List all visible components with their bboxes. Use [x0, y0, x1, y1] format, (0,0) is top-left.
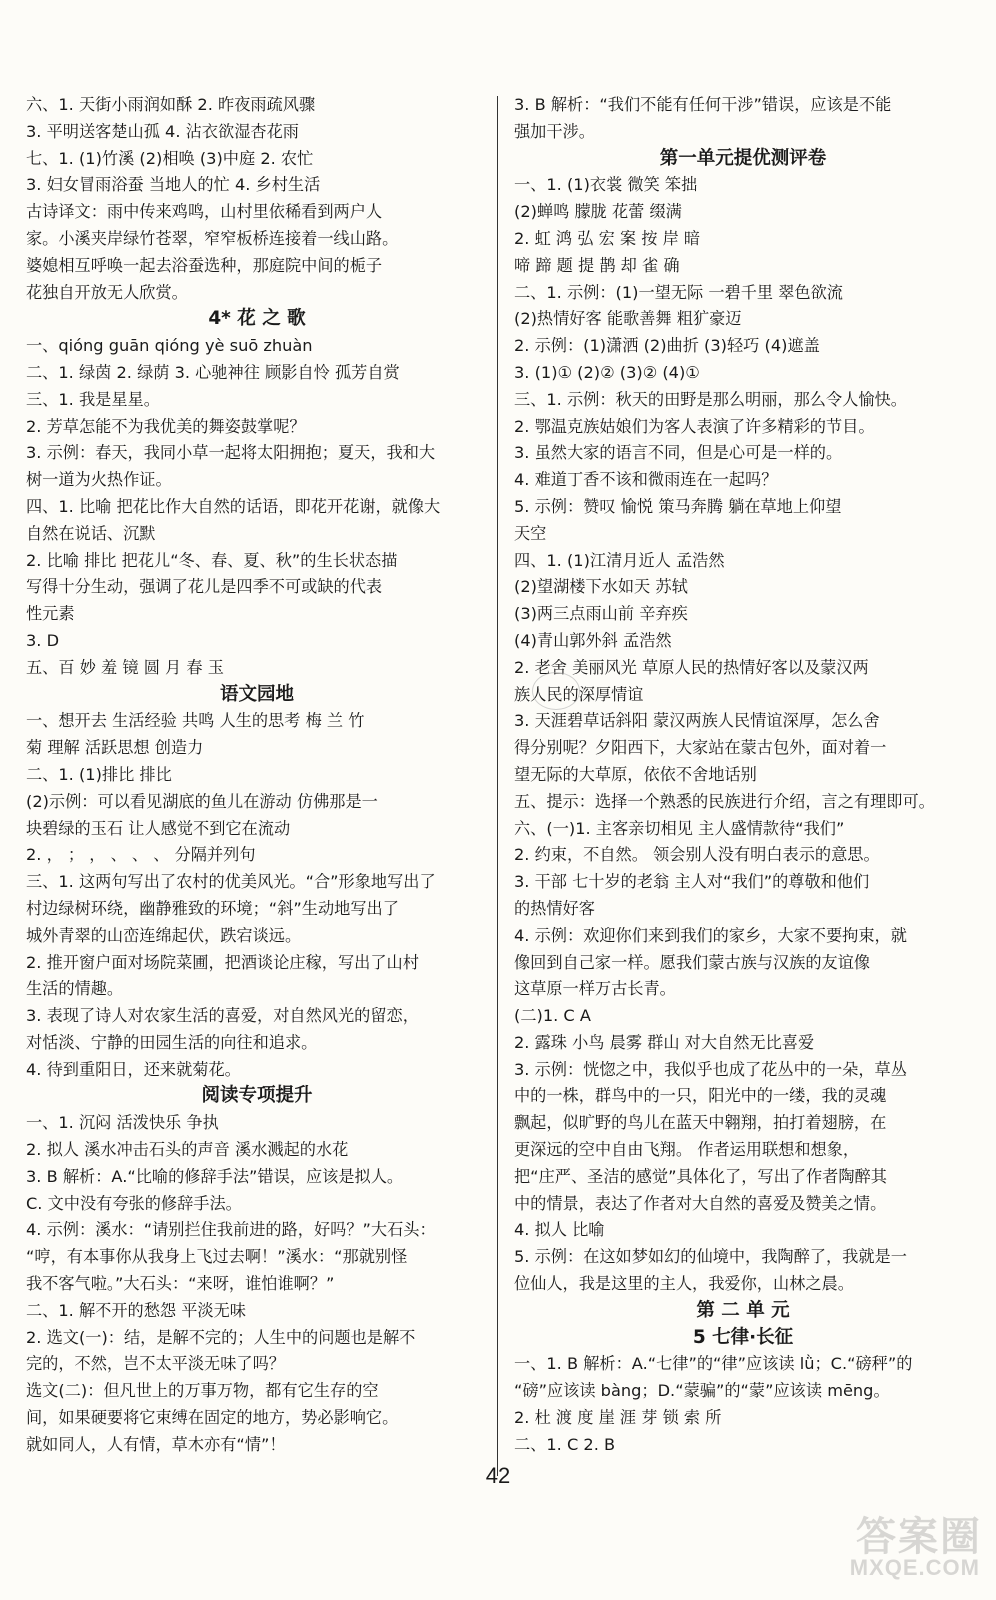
watermark-url: MXQE.COM: [849, 1555, 980, 1580]
page-number: 42: [485, 1463, 511, 1488]
answer-line: 2. 约束，不自然。 领会别人没有明白表示的意思。: [514, 845, 880, 865]
stamp-mark: [532, 672, 580, 710]
answer-line: 2. 示例：(1)潇洒 (2)曲折 (3)轻巧 (4)遮盖: [514, 336, 820, 356]
answer-line: 花独自开放无人欣赏。: [26, 282, 188, 302]
answer-line: 性元素: [26, 604, 75, 624]
answer-line: 二、1. 解不开的愁怨 平淡无味: [26, 1300, 246, 1320]
answer-line: 的热情好客: [514, 898, 595, 918]
answer-line: 强加干涉。: [514, 121, 595, 141]
answer-line: 四、1. (1)江清月近人 孟浩然: [514, 550, 725, 570]
answer-line: 啼 蹄 题 提 鹊 却 雀 确: [514, 255, 680, 275]
answer-line: 对恬淡、宁静的田园生活的向往和追求。: [26, 1032, 318, 1052]
answer-line: 5. 示例：赞叹 愉悦 策马奔腾 躺在草地上仰望: [514, 496, 842, 516]
answer-line: 一、1. (1)衣裳 微笑 笨拙: [514, 175, 698, 195]
answer-line: 块碧绿的玉石 让人感觉不到它在流动: [26, 818, 291, 838]
answer-line: 树一道为火热作证。: [26, 470, 172, 490]
section-title: 语文园地: [219, 683, 294, 705]
answer-line: 间，如果硬要将它束缚在固定的地方，势必影响它。: [26, 1408, 399, 1428]
answer-line: 中的一株，群鸟中的一只，阳光中的一缕，我的灵魂: [514, 1086, 887, 1106]
answer-line: 飘起，似旷野的鸟儿在蓝天中翱翔，拍打着翅膀，在: [514, 1113, 887, 1133]
answer-line: 这草原一样万古长青。: [514, 979, 676, 999]
left-column: [26, 92, 488, 1459]
answer-line: 3. 虽然大家的语言不同，但是心可是一样的。: [514, 443, 843, 463]
column-divider: [497, 96, 498, 1476]
answer-line: 3. 天涯碧草话斜阳 蒙汉两族人民情谊深厚，怎么舍: [514, 711, 880, 731]
answer-line: 3. 示例：春天，我同小草一起将太阳拥抱；夏天，我和大: [26, 443, 436, 463]
answer-line: 就如同人，人有情，草木亦有“情”！: [26, 1434, 286, 1454]
answer-line: 2. 推开窗户面对场院菜圃，把酒谈论庄稼，写出了山村: [26, 952, 419, 972]
answer-line: 2. 比喻 排比 把花儿“冬、春、夏、秋”的生长状态描: [26, 550, 398, 570]
answer-line: 五、提示：选择一个熟悉的民族进行介绍，言之有理即可。: [514, 791, 935, 811]
answer-line: 3. 妇女冒雨浴蚕 当地人的忙 4. 乡村生活: [26, 175, 321, 195]
answer-line: 2. 拟人 溪水冲击石头的声音 溪水溅起的水花: [26, 1140, 349, 1160]
answer-line: C. 文中没有夸张的修辞手法。: [26, 1193, 242, 1213]
watermark-logo: 答案圈: [856, 1515, 982, 1559]
answer-line: 天空: [514, 523, 547, 543]
answer-line: 一、1. B 解析：A.“七律”的“律”应该读 lǜ；C.“磅秤”的: [514, 1354, 913, 1374]
answer-line: 4. 待到重阳日，还来就菊花。: [26, 1059, 241, 1079]
answer-line: 家。小溪夹岸绿竹苍翠，窄窄板桥连接着一线山路。: [26, 228, 399, 248]
answer-line: 2. 选文(一)：结，是解不完的；人生中的问题也是解不: [26, 1327, 416, 1347]
watermark: [834, 1505, 984, 1585]
answer-line: 我不客气啦。”大石头：“来呀，谁怕谁啊？”: [26, 1274, 335, 1294]
section-title: 4* 花 之 歌: [208, 308, 306, 330]
answer-line: 城外青翠的山峦连绵起伏，跌宕谈远。: [26, 925, 302, 945]
answer-line: 3. B 解析：A.“比喻的修辞手法”错误，应该是拟人。: [26, 1166, 404, 1186]
answer-line: 3. B 解析：“我们不能有任何干涉”错误，应该是不能: [514, 95, 892, 114]
answer-line: (2)蝉鸣 朦胧 花蕾 缀满: [514, 202, 682, 222]
answer-line: 婆媳相互呼唤一起去浴蚕选种，那庭院中间的栀子: [26, 255, 383, 275]
answer-line: 望无际的大草原，依依不舍地话别: [514, 764, 757, 784]
answer-line: 菊 理解 活跃思想 创造力: [26, 738, 204, 758]
answer-line: 像回到自己家一样。愿我们蒙古族与汉族的友谊像: [514, 952, 871, 972]
answer-line: 位仙人，我是这里的主人，我爱你，山林之晨。: [514, 1274, 854, 1294]
answer-line: 3. 干部 七十岁的老翁 主人对“我们”的尊敬和他们: [514, 872, 870, 892]
answer-line: 一、qióng guān qióng yè suō zhuàn: [26, 336, 313, 356]
answer-line: 4. 示例：溪水：“请别拦住我前进的路，好吗？”大石头：: [26, 1220, 436, 1240]
answer-line: (3)两三点雨山前 辛弃疾: [514, 604, 688, 624]
answer-line: 3. D: [26, 630, 60, 650]
answer-line: 更深远的空中自由飞翔。 作者运用联想和想象，: [514, 1140, 860, 1160]
section-title: 阅读专项提升: [201, 1085, 313, 1107]
answer-line: 三、1. 这两句写出了农村的优美风光。“合”形象地写出了: [26, 872, 436, 892]
answer-line: (2)望湖楼下水如天 苏轼: [514, 577, 688, 597]
answer-line: 三、1. 我是星星。: [26, 389, 160, 409]
answer-line: 中的情景，表达了作者对大自然的喜爱及赞美之情。: [514, 1193, 887, 1213]
answer-line: 2. 虹 鸿 弘 宏 案 按 岸 暗: [514, 228, 701, 248]
answer-line: 六、(一)1. 主客亲切相见 主人盛情款待“我们”: [514, 818, 845, 838]
answer-line: 一、1. 沉闷 活泼快乐 争执: [26, 1113, 219, 1133]
answer-line: 古诗译文：雨中传来鸡鸣，山村里依稀看到两户人: [26, 202, 383, 222]
answer-line: “哼，有本事你从我身上飞过去啊！”溪水：“那就别怪: [26, 1247, 408, 1267]
answer-line: 自然在说话、沉默: [26, 523, 156, 543]
answer-line: 四、1. 比喻 把花比作大自然的话语，即花开花谢，就像大: [26, 496, 441, 516]
answer-line: 写得十分生动，强调了花儿是四季不可或缺的代表: [26, 577, 383, 597]
answer-line: (2)示例：可以看见湖底的鱼儿在游动 仿佛那是一: [26, 791, 378, 811]
answer-line: 4. 难道丁香不该和微雨连在一起吗？: [514, 470, 778, 490]
answer-line: 二、1. (1)排比 排比: [26, 764, 172, 784]
answer-line: 三、1. 示例：秋天的田野是那么明丽，那么令人愉快。: [514, 389, 907, 409]
section-title: 5 七律·长征: [692, 1326, 794, 1348]
answer-line: 2. 老舍 美丽风光 草原人民的热情好客以及蒙汉两: [514, 657, 869, 677]
answer-line: 3. (1)① (2)② (3)② (4)①: [514, 362, 700, 382]
right-column: [514, 92, 972, 1459]
answer-line: 得分别呢？夕阳西下，大家站在蒙古包外，面对着一: [514, 738, 887, 758]
answer-line: 五、百 妙 羞 镜 圆 月 春 玉: [26, 657, 224, 677]
answer-line: (2)热情好客 能歌善舞 粗犷豪迈: [514, 309, 742, 329]
answer-line: 完的，不然，岂不太平淡无味了吗？: [26, 1354, 285, 1374]
answer-line: 六、1. 天街小雨润如酥 2. 昨夜雨疏风骤: [26, 95, 316, 114]
answer-line: 七、1. (1)竹溪 (2)相唤 (3)中庭 2. 农忙: [26, 148, 314, 168]
answer-line: 2. 露珠 小鸟 晨雾 群山 对大自然无比喜爱: [514, 1032, 815, 1052]
answer-line: 2. 鄂温克族姑娘们为客人表演了许多精彩的节目。: [514, 416, 875, 436]
answer-line: 5. 示例：在这如梦如幻的仙境中，我陶醉了，我就是一: [514, 1247, 907, 1267]
answer-line: (二)1. C A: [514, 1006, 591, 1026]
answer-line: “磅”应该读 bàng；D.“蒙骗”的“蒙”应该读 mēng。: [514, 1381, 890, 1401]
answer-line: 2. 杜 渡 度 崖 涯 芽 锁 索 所: [514, 1408, 722, 1428]
answer-line: 4. 拟人 比喻: [514, 1220, 605, 1240]
answer-line: 二、1. 绿茵 2. 绿荫 3. 心驰神往 顾影自怜 孤芳自赏: [26, 362, 400, 382]
answer-line: 2. ， ； ， 、 、 、 分隔并列句: [26, 845, 256, 865]
answer-line: 选文(二)：但凡世上的万事万物，都有它生存的空: [26, 1381, 379, 1401]
answer-line: 二、1. C 2. B: [514, 1434, 616, 1454]
answer-line: 4. 示例：欢迎你们来到我们的家乡，大家不要拘束，就: [514, 925, 907, 945]
answer-line: 一、想开去 生活经验 共鸣 人生的思考 梅 兰 竹: [26, 711, 365, 731]
answer-line: 2. 芳草怎能不为我优美的舞姿鼓掌呢？: [26, 416, 306, 436]
answer-line: 3. 平明送客楚山孤 4. 沾衣欲湿杏花雨: [26, 121, 299, 141]
answer-line: 生活的情趣。: [26, 979, 124, 999]
answer-line: 3. 示例：恍惚之中，我似乎也成了花丛中的一朵，草丛: [514, 1059, 907, 1079]
section-title: 第 二 单 元: [696, 1299, 790, 1321]
answer-line: 把“庄严、圣洁的感觉”具体化了，写出了作者陶醉其: [514, 1166, 887, 1186]
answer-line: 3. 表现了诗人对农家生活的喜爱，对自然风光的留恋，: [26, 1006, 419, 1026]
answer-line: (4)青山郭外斜 孟浩然: [514, 630, 672, 650]
answer-line: 二、1. 示例：(1)一望无际 一碧千里 翠色欲流: [514, 282, 843, 302]
section-title: 第一单元提优测评卷: [659, 147, 827, 169]
answer-line: 族人民的深厚情谊: [514, 684, 644, 704]
answer-line: 村边绿树环绕，幽静雅致的环境；“斜”生动地写出了: [26, 898, 399, 918]
